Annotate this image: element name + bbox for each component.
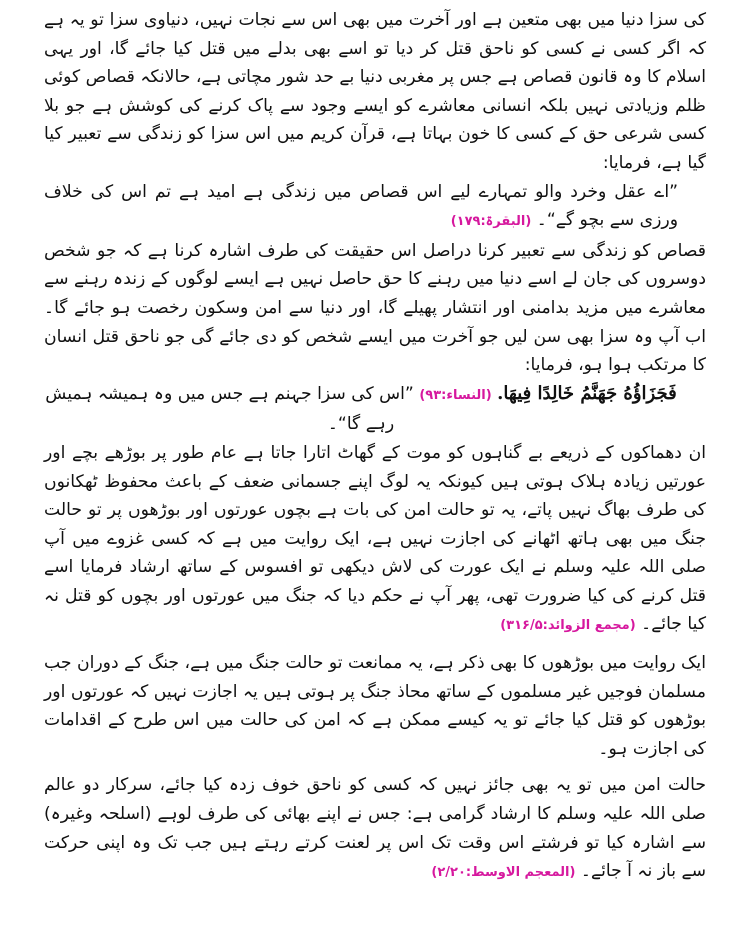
paragraph-text: ایک روایت میں بوڑھوں کا بھی ذکر ہے، یہ ممانعت تو حالت جنگ میں ہے، جنگ کے دوران جب مسلمان فوجیں غیر مسلموں کے ساتھ محاذ جنگ پر ہوتی ہیں یہ اجازت نہیں کہ عورتوں اور بوڑھوں کو قتل کیا جائے تو یہ کیسے ممکن ہے کہ امن کی حالت میں اس طرح کے اقدامات کی اجازت ہو۔ [44,653,706,759]
quote-translation: ”اس کی سزا جہنم ہے جس میں وہ ہمیشہ ہمیش رہے گا“۔ [45,383,414,435]
paragraph-text: ان دھماکوں کے ذریعے بے گناہوں کو موت کے گھاٹ اتارا جاتا ہے عام طور پر بوڑھے بچے اور عورتیں زیادہ ہلاک ہوتی ہیں کیونکہ یہ لوگ اپنے جسمانی ضعف کے باعث محفوظ ٹھکانوں کی طرف بھاگ نہیں پاتے، یہ تو حالت امن کی بات ہے بچوں عورتوں اور بوڑھوں پر تو حالت جنگ میں بھی ہاتھ اٹھانے کی اجازت نہیں ہے، ایک روایت میں ہے کہ کسی غزوے میں آپ صلی اللہ علیہ وسلم نے ایک عورت کی لاش دیکھی تو افسوس کے ساتھ ارشاد فرمایا اسے قتل کرنے کی کیا ضرورت تھی، پھر آپ نے حکم دیا کہ جنگ میں عورتوں اور بچوں کو قتل نہ کیا جائے۔ [44,442,706,635]
paragraph-blasts [44,439,706,641]
reference-mujam: (المعجم الاوسط:۲/۲۰) [431,865,576,881]
paragraph-text: قصاص کو زندگی سے تعبیر کرنا دراصل اس حقیقت کی طرف اشارہ کرنا ہے کہ جو شخص دوسروں کی جان لے اسے دنیا میں رہنے کا حق حاصل نہیں ہے ایسے لوگوں کے زندہ رہنے سے معاشرے میں مزید بدامنی اور انتشار پھیلے گا، اور دنیا سے امن وسکون رخصت ہو جائے گا۔ اب آپ وہ سزا بھی سن لیں جو آخرت میں ایسے شخص کو دی جائے گی جو ناحق قتل انسان کا مرتکب ہوا ہو، فرمایا: [44,240,706,376]
reference-nisa: (النساء:۹۳) [419,387,492,403]
paragraph-text: حالت امن میں تو یہ بھی جائز نہیں کہ کسی کو ناحق خوف زدہ کیا جائے، سرکار دو عالم صلی اللہ علیہ وسلم کا ارشاد گرامی ہے: جس نے اپنے بھائی کی طرف لوہے (اسلحہ وغیرہ) سے اشارہ کیا تو فرشتے اس وقت تک اس پر لعنت کرتے رہتے ہیں جب تک وہ اپنی حرکت سے باز نہ آ جائے۔ [44,775,706,882]
quote-text: ”اے عقل وخرد والو تمہارے لیے اس قصاص میں زندگی ہے امید ہے تم اس کی خلاف ورزی سے بچو گے“۔ [44,181,678,231]
paragraph-elderly [44,649,706,763]
paragraph-text: کی سزا دنیا میں بھی متعین ہے اور آخرت میں بھی اس سے نجات نہیں، دنیاوی سزا تو یہ ہے کہ اگر کسی نے کسی کو ناحق قتل کر دیا تو اسے بھی بدلے میں قتل کیا جائے گا، اور یہی اسلام کا وہ قانون قصاص ہے جس پر مغربی دنیا بے حد شور مچاتی ہے، حالانکہ قصاص کوئی ظلم وزیادتی نہیں بلکہ انسانی معاشرے کو ایسے وجود سے پاک کرنے کی کوشش ہے جو بلا کسی شرعی حق کے کسی کا خون بہاتا ہے، قرآن کریم میں اس سزا کو زندگی سے تعبیر کیا گیا ہے، فرمایا: [44,10,706,173]
reference-majma: (مجمع الزوائد:۳۱۶/۵) [500,618,636,634]
arabic-verse: فَجَزَاؤُهُ جَهَنَّمُ خَالِدًا فِيهَا. [497,382,677,404]
quran-quote-baqarah [44,178,678,237]
paragraph-peace-fear [44,771,706,887]
paragraph-qisas-life [44,237,706,380]
paragraph-qisas-intro [44,6,706,178]
reference-baqarah: (البقرۃ:۱۷۹) [450,214,532,230]
quran-quote-nisa [44,380,678,439]
